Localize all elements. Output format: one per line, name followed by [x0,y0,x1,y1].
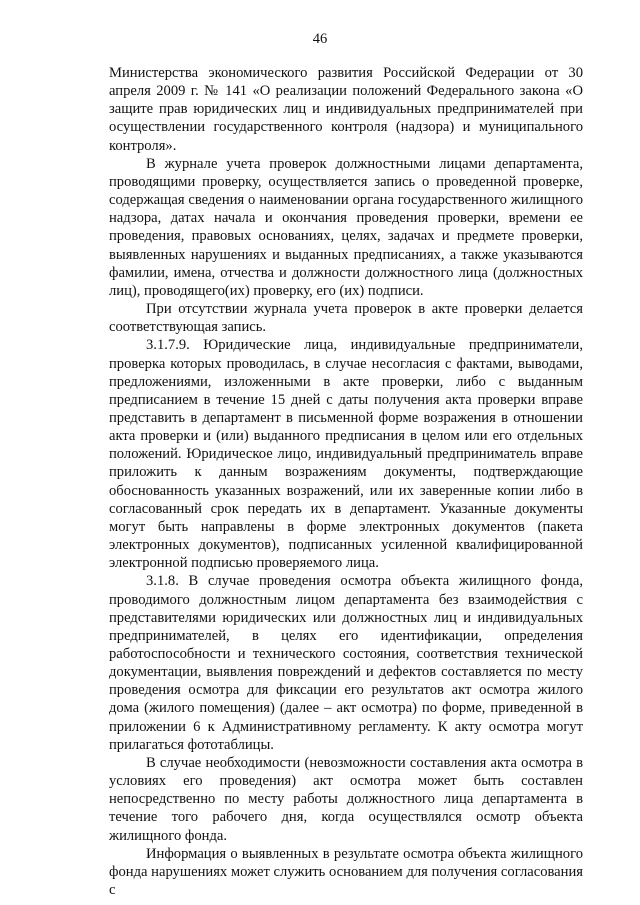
document-body [109,64,583,899]
paragraph-section-3-1-8: 3.1.8. В случае проведения осмотра объекта жилищного фонда, проводимого должностным лицом департамента без взаимодействия с представителями юридических или должностных лиц и индивидуальных предпринимателей, в целях его идентификации, определения работоспособности и технического состояния, соответствия технической документации, выявления повреждений и дефектов составляется по месту проведения осмотра для фиксации его результатов акт осмотра жилого дома (жилого помещения) (далее – акт осмотра) по форме, приведенной в приложении 6 к Административному регламенту. К акту осмотра могут прилагаться фототаблицы. [109,573,583,753]
paragraph-violations-information: Информация о выявленных в результате осмотра объекта жилищного фонда нарушениях может служить основанием для получения согласования с [109,845,583,899]
paragraph-section-3-1-7-9: 3.1.7.9. Юридические лица, индивидуальные предприниматели, проверка которых проводилась, в случае несогласия с фактами, выводами, предложениями, изложенными в акте проверки, либо с выданным предписанием в течение 15 дней с даты получения акта проверки вправе представить в департамент в письменной форме возражения в отношении акта проверки и (или) выданного предписания в целом или его отдельных положений. Юридическое лицо, индивидуальный предприниматель вправе приложить к данным возражениям документы, подтверждающие обоснованность указанных возражений, или их заверенные копии либо в согласованный срок передать их в департамент. Указанные документы могут быть направлены в форме электронных документов (пакета электронных документов), подписанных усиленной квалифицированной электронной подписью проверяемого лица. [109,337,583,572]
paragraph-inspection-act-necessity: В случае необходимости (невозможности составления акта осмотра в условиях его проведения) акт осмотра может быть составлен непосредственно по месту работы должностного лица департамента в течение того рабочего дня, когда осуществлялся осмотр объекта жилищного фонда. [109,754,583,844]
paragraph-inspection-journal: В журнале учета проверок должностными лицами департамента, проводящими проверку, осуществляется запись о проведенной проверке, содержащая сведения о наименовании органа государственного жилищного надзора, датах начала и окончания проведения проверки, времени ее проведения, правовых основаниях, целях, задачах и предмете проверки, выявленных нарушениях и выданных предписаниях, а также указываются фамилии, имена, отчества и должности должностного лица (должностных лиц), проводящего(их) проверку, его (их) подписи. [109,155,583,299]
paragraph-continuation: Министерства экономического развития Российской Федерации от 30 апреля 2009 г. № 141 «О реализации положений Федерального закона «О защите прав юридических лиц и индивидуальных предпринимателей при осуществлении государственного контроля (надзора) и муниципального контроля». [109,65,583,154]
paragraph-journal-absence: При отсутствии журнала учета проверок в акте проверки делается соответствующая запись. [109,301,583,336]
page-number: 46 [312,31,328,47]
